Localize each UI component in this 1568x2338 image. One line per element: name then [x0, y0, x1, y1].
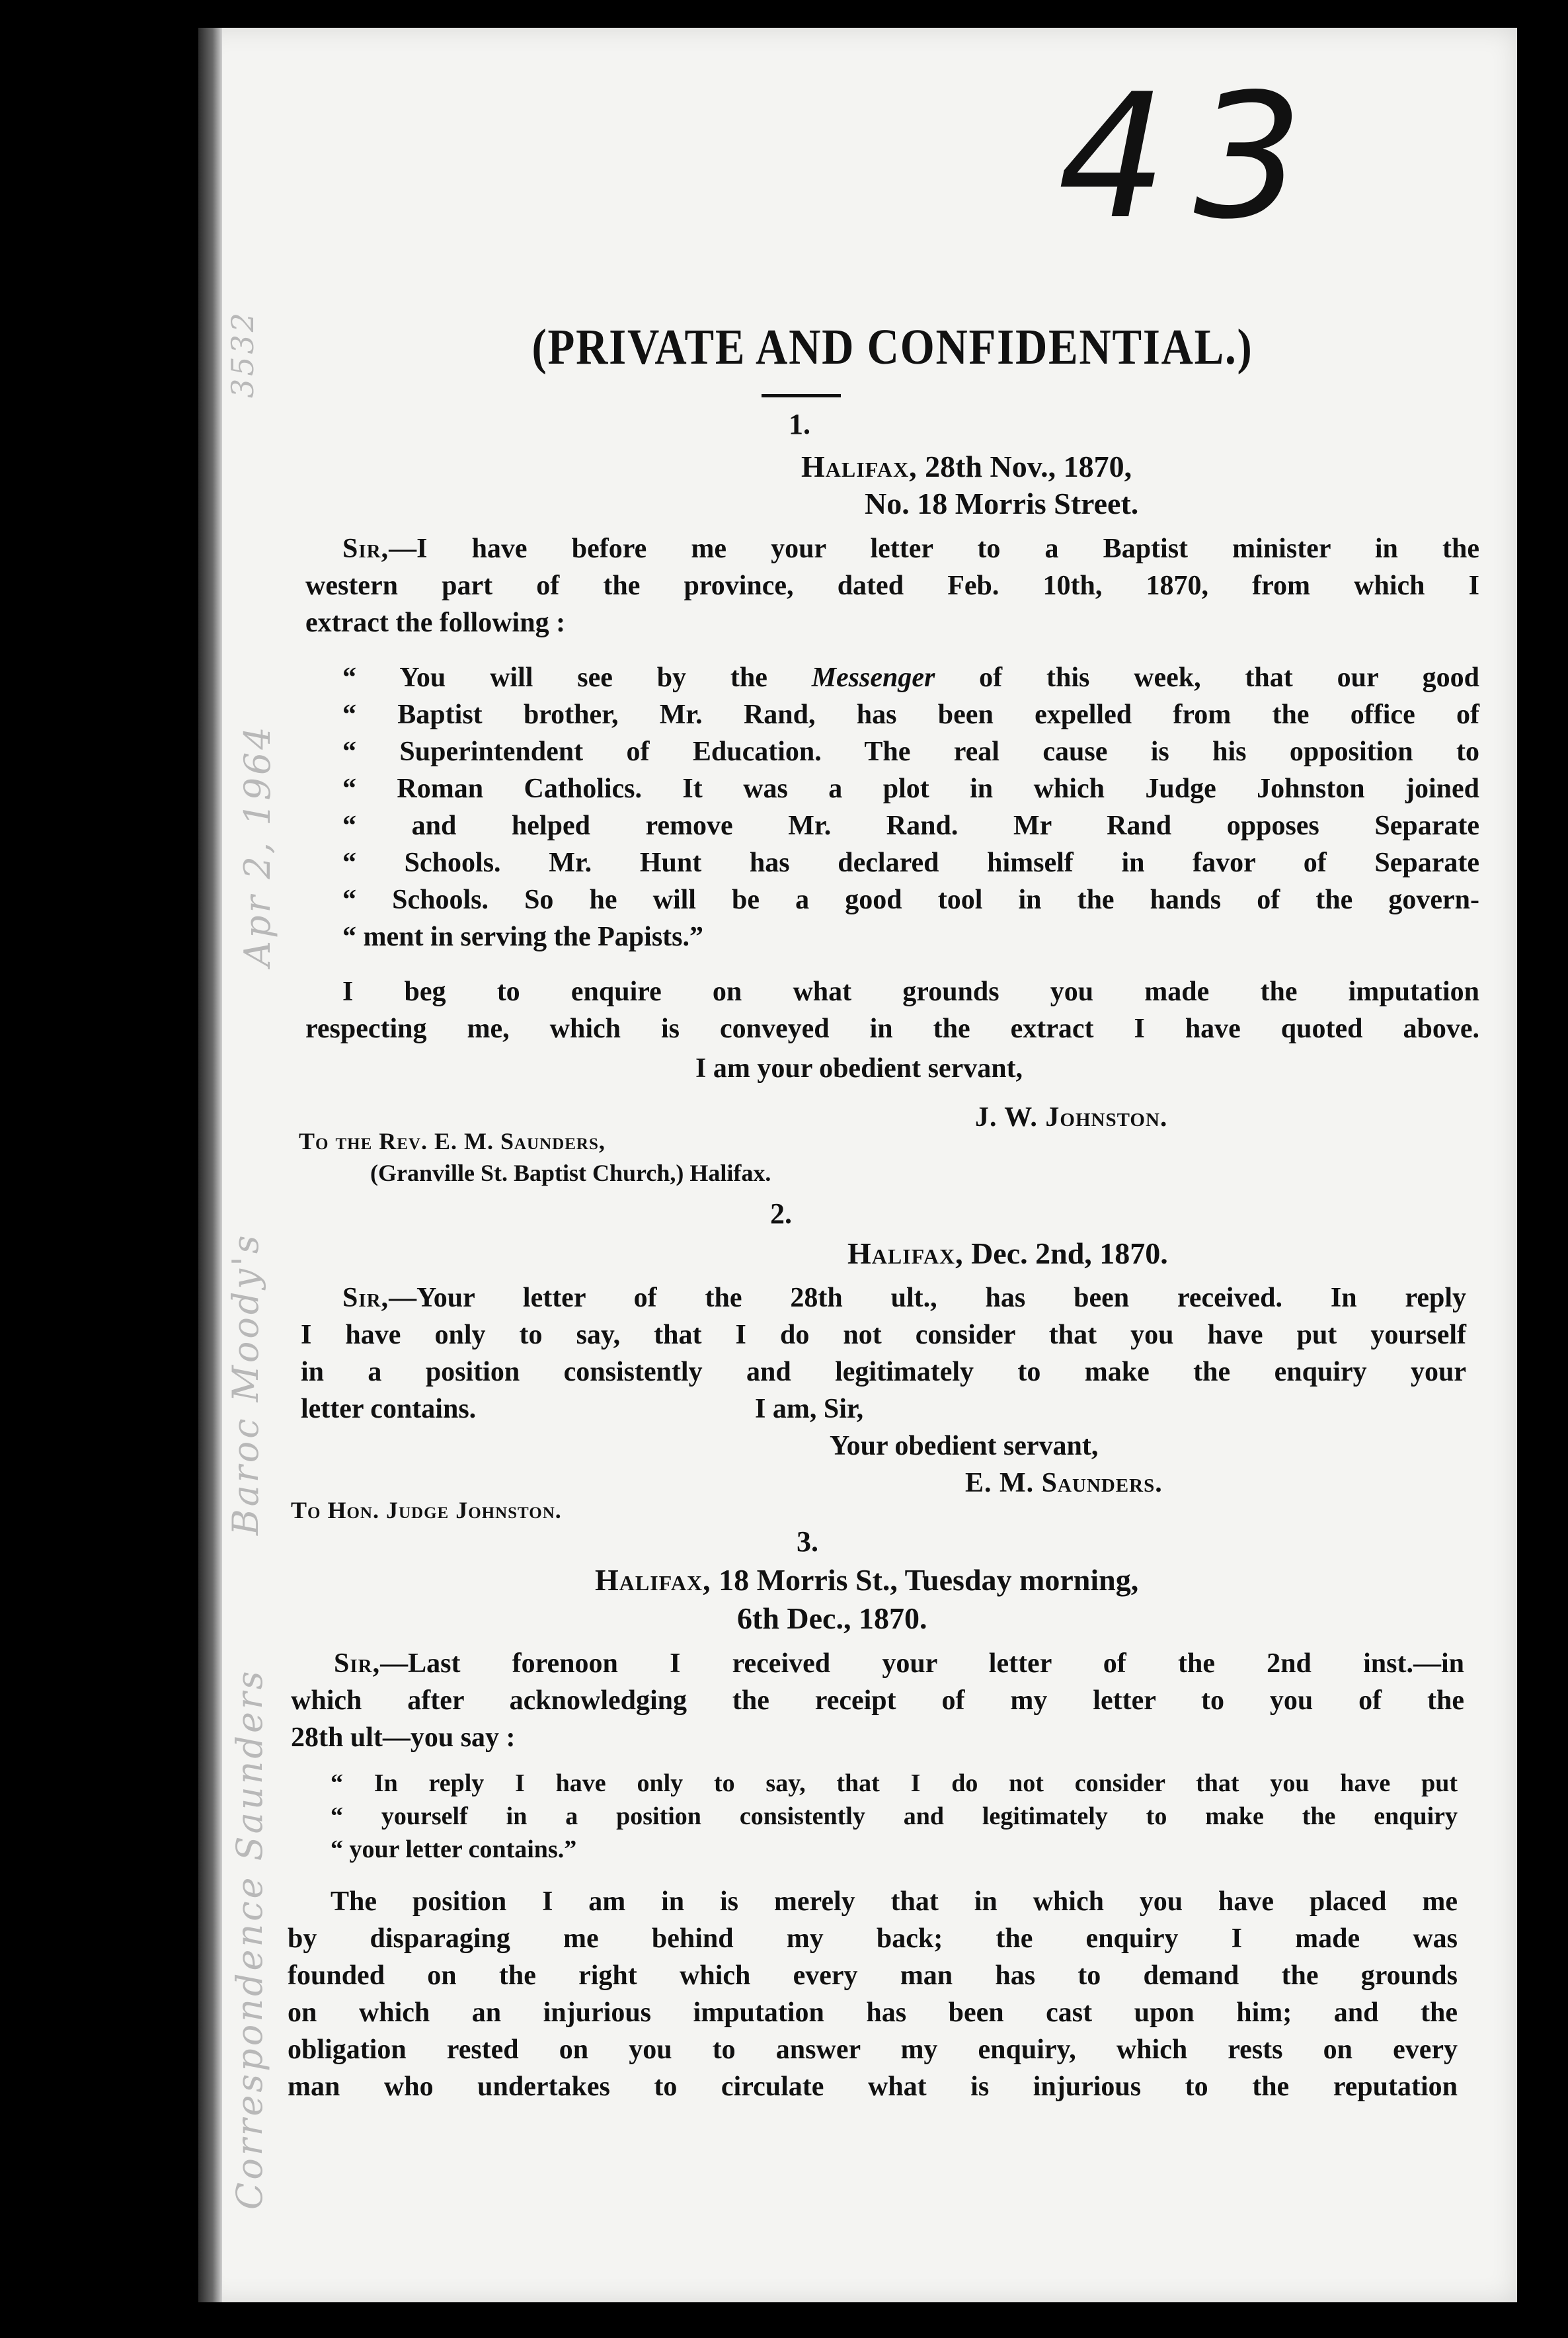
letter1-quote-line-6: “ Schools. Mr. Hunt has declared himself in favor of Separate: [342, 848, 1479, 878]
letter-number-1: 1.: [789, 408, 810, 440]
letter1-quote-line-3: “ Superintendent of Education. The real cause is his opposition to: [342, 737, 1479, 767]
letter3-line-3: 28th ult—you say :: [291, 1722, 516, 1753]
letter1-quote-line-8: “ ment in serving the Papists.”: [342, 922, 703, 952]
letter1-quote-line-7: “ Schools. So he will be a good tool in the hands of the govern-: [342, 885, 1479, 915]
letter1-signature: J. W. Johnston.: [975, 1102, 1168, 1133]
document-page: [198, 28, 1517, 2302]
letter1-line-2: western part of the province, dated Feb. 10th, 1870, from which I: [305, 571, 1479, 601]
letter3-dateline: Halifax, 18 Morris St., Tuesday morning,: [595, 1563, 1139, 1597]
letter3-body-line-4: on which an injurious imputation has been cast upon him; and the: [288, 1997, 1458, 2028]
letter3-line-1: Sir,—Last forenoon I received your letter of the 2nd inst.—in: [334, 1648, 1464, 1679]
letter2-closing-2: Your obedient servant,: [830, 1431, 1099, 1461]
letter3-body-line-1: The position I am in is merely that in which you have placed me: [331, 1886, 1458, 1917]
letter2-recipient: To Hon. Judge Johnston.: [291, 1497, 562, 1523]
letter2-line-2: I have only to say, that I do not consider that you have put yourself: [301, 1320, 1466, 1350]
letter2-line-1: Sir,—Your letter of the 28th ult., has been received. In reply: [342, 1283, 1466, 1313]
letter3-line-2: which after acknowledging the receipt of my letter to you of the: [291, 1685, 1464, 1716]
letter1-line-1: Sir,—I have before me your letter to a Baptist minister in the: [342, 534, 1479, 564]
letter1-quote-line-2: “ Baptist brother, Mr. Rand, has been expelled from the office of: [342, 700, 1479, 730]
letter2-closing-1: I am, Sir,: [755, 1394, 864, 1424]
margin-note-catalog: 3532: [225, 309, 260, 398]
letter1-quote-line-4: “ Roman Catholics. It was a plot in which Judge Johnston joined: [342, 774, 1479, 804]
margin-note-name: Baroc Moody's: [225, 1232, 266, 1535]
letter1-recipient-line-1: To the Rev. E. M. Saunders,: [299, 1128, 606, 1154]
document-title: (PRIVATE AND CONFIDENTIAL.): [531, 319, 1253, 375]
letter3-body-line-6: man who undertakes to circulate what is injurious to the reputation: [288, 2072, 1458, 2102]
letter3-quote-line-1: “ In reply I have only to say, that I do not consider that you have put: [331, 1769, 1458, 1797]
letter1-recipient-line-2: (Granville St. Baptist Church,) Halifax.: [370, 1160, 771, 1186]
letter3-quote-line-2: “ yourself in a position consistently and legitimately to make the enquiry: [331, 1802, 1458, 1830]
letter2-line-3: in a position consistently and legitimately to make the enquiry your: [301, 1357, 1466, 1387]
margin-note-date: Apr 2, 1964: [237, 724, 278, 967]
page-edge-shadow: [198, 28, 222, 2302]
letter2-dateline: Halifax, Dec. 2nd, 1870.: [847, 1236, 1168, 1270]
letter2-line-4: letter contains.: [301, 1394, 477, 1424]
letter1-enquiry-line-1: I beg to enquire on what grounds you made the imputation: [342, 977, 1479, 1007]
letter1-closing: I am your obedient servant,: [695, 1053, 1023, 1084]
letter3-dateline-2: 6th Dec., 1870.: [737, 1601, 927, 1635]
letter1-line-3: extract the following :: [305, 608, 566, 638]
title-rule: [762, 394, 841, 397]
letter-number-2: 2.: [770, 1197, 792, 1230]
letter1-quote-line-5: “ and helped remove Mr. Rand. Mr Rand opposes Separate: [342, 811, 1479, 841]
letter1-enquiry-line-2: respecting me, which is conveyed in the extract I have quoted above.: [305, 1014, 1479, 1044]
letter1-dateline: Halifax, 28th Nov., 1870,: [801, 450, 1132, 483]
letter3-quote-line-3: “ your letter contains.”: [331, 1835, 577, 1863]
letter3-body-line-2: by disparaging me behind my back; the enquiry I made was: [288, 1923, 1458, 1954]
letter3-body-line-5: obligation rested on you to answer my enquiry, which rests on every: [288, 2035, 1458, 2065]
letter1-address: No. 18 Morris Street.: [865, 487, 1139, 520]
letter1-quote-line-1: “ You will see by the Messenger of this week, that our good: [342, 663, 1479, 693]
letter3-body-line-3: founded on the right which every man has to demand the grounds: [288, 1960, 1458, 1991]
handwritten-page-number: 43: [1058, 58, 1329, 257]
letter2-signature: E. M. Saunders.: [965, 1468, 1163, 1498]
letter-number-3: 3.: [797, 1525, 818, 1558]
margin-note-subject: Correspondence Saunders: [229, 1668, 270, 2210]
